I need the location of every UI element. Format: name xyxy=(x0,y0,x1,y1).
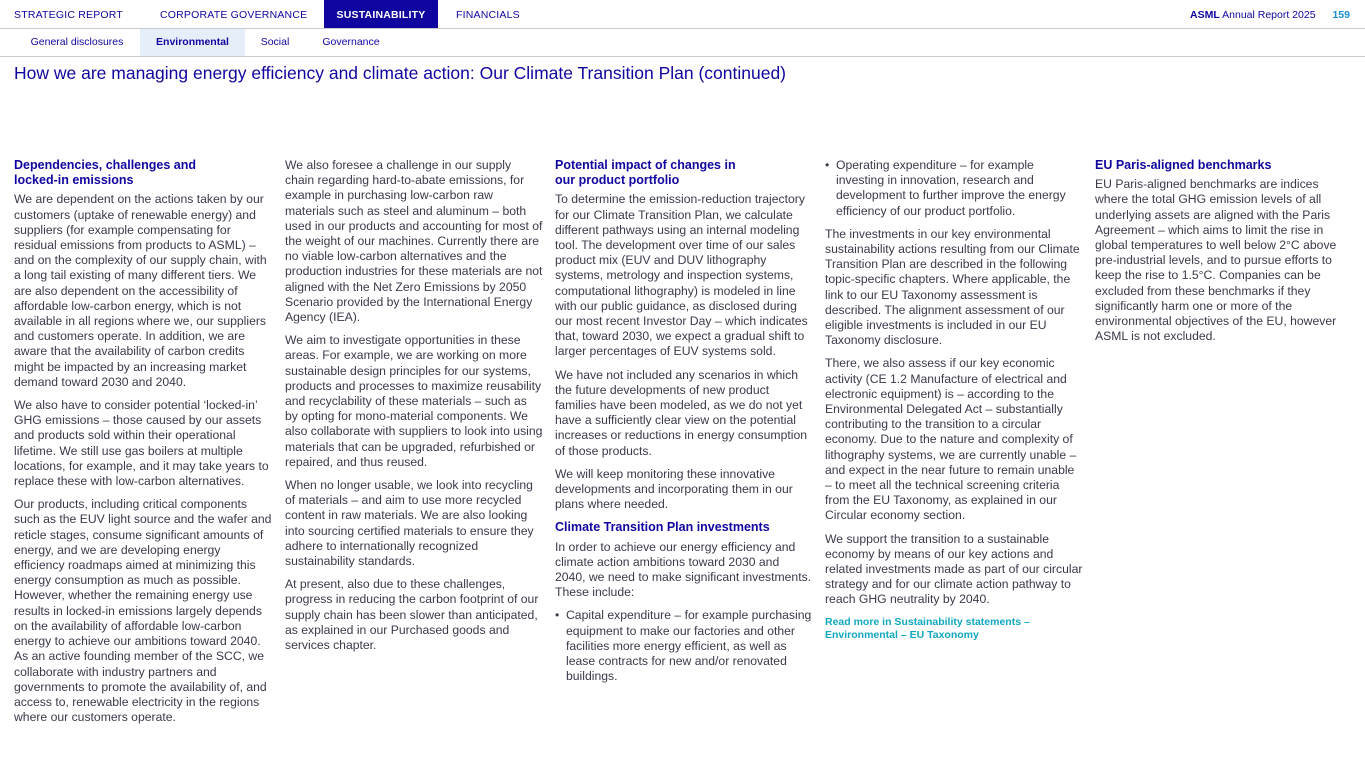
subtab-governance[interactable]: Governance xyxy=(322,36,380,48)
paragraph: To determine the emission-reduction trajectory for our Climate Transition Plan, we calculate different pathways using an internal modeling tool. The development over time of our sales product mix (EUV and DUV lithography systems, metrology and inspection systems, computational lithography) is modeled in line with our public guidance, as disclosed during our most recent Investor Day – which indicates that, toward 2030, we expect a gradual shift to larger percentages of EUV systems sold. xyxy=(555,192,808,359)
subtab-social[interactable]: Social xyxy=(260,36,290,48)
sub-navigation xyxy=(0,29,1365,57)
list-item: • Operating expenditure – for example investing in innovation, research and development to further improve the energy efficiency of our product portfolio. xyxy=(825,158,1083,219)
page-title: How we are managing energy efficiency and climate action: Our Climate Transition Plan (continued) xyxy=(14,63,787,83)
paragraph: Our products, including critical components such as the EUV light source and the wafer and reticle stages, consume significant amounts of energy, and we are developing energy efficiency roadmaps aimed at minimizing this energy consumption as much as possible. However, whether the remaining energy use results in locked-in emissions largely depends on the availability of affordable low-carbon energy to achieve our ambitions toward 2040. As an active founding member of the SCC, we collaborate with industry partners and governments to promote the availability of, and access to, renewable electricity in the regions where our customers operate. xyxy=(14,497,272,725)
paragraph: The investments in our key environmental sustainability actions resulting from our Climate Transition Plan are described in the following topic-specific chapters. Where applicable, the link to our EU Taxonomy assessment is described. The alignment assessment of our eligible investments is included in our EU Taxonomy disclosure. xyxy=(825,226,1080,348)
paragraph: In order to achieve our energy efficiency and climate action ambitions toward 2030 and 2040, we need to make significant investments. These include: xyxy=(555,539,812,600)
column-product-portfolio xyxy=(555,158,813,693)
heading-investments: Climate Transition Plan investments xyxy=(555,520,770,535)
paragraph: When no longer usable, we look into recycling of materials – and aim to use more recycled content in raw materials. We are also looking into sourcing certified materials to ensure they adhere to internationally recognized sustainability standards. xyxy=(285,478,534,569)
paragraph: We will keep monitoring these innovative developments and incorporating them in our plans where needed. xyxy=(555,466,793,512)
paragraph: EU Paris-aligned benchmarks are indices where the total GHG emission levels of all underlying assets are aligned with the Paris Agreement – which aims to limit the rise in global temperatures to well below 2°C above pre-industrial levels, and to pursue efforts to keep the rise to 1.5°C. Companies can be excluded from these benchmarks if they significantly harm one or more of the environmental objectives of the EU, however ASML is not excluded. xyxy=(1095,177,1337,344)
read-more-link[interactable]: Read more in Sustainability statements – Environmental – EU Taxonomy xyxy=(825,615,1030,641)
paragraph: We are dependent on the actions taken by our customers (uptake of renewable energy) and suppliers (for example compensating for residual emissions from products to ASML) – and on the complexity of our supply chain, with a long tail existing of many different tiers. We are also dependent on the accessibility of affordable low-carbon energy, which is not available in all regions where we, our suppliers and customers operate. In addition, we are aware that the availability of carbon credits might be impacted by an increasing market demand toward 2030 and 2040. xyxy=(14,192,267,389)
investment-list xyxy=(825,158,1083,219)
paragraph: We also have to consider potential ‘locked-in’ GHG emissions – those caused by our assets and products sold within their operational lifetime. We still use gas boilers at multiple locations, for example, and it may take years to replace these with low-carbon alternatives. xyxy=(14,398,269,489)
tab-financials[interactable]: FINANCIALS xyxy=(456,9,520,21)
column-paris-benchmarks xyxy=(1095,158,1353,352)
brand-name: ASML xyxy=(1190,9,1220,21)
investment-list xyxy=(555,608,813,684)
paragraph: We have not included any scenarios in which the future developments of new product families have been modeled, as we do not yet have a sufficiently clear view on the potential increases or reductions in energy consumption of those products. xyxy=(555,367,808,458)
column-supply-chain xyxy=(285,158,543,661)
column-investments-continued xyxy=(825,158,1083,642)
tab-corporate-governance[interactable]: CORPORATE GOVERNANCE xyxy=(160,9,308,21)
subtab-environmental[interactable]: Environmental xyxy=(140,29,245,56)
paragraph: There, we also assess if our key economic activity (CE 1.2 Manufacture of electrical and electronic equipment) is – according to the Environmental Delegated Act – substantially contributing to the transition to a circular economy. Due to the nature and complexity of lithography systems, we are currently unable – and expect in the near future to remain unable – to meet all the technical screening criteria from the EU Taxonomy, as explained in our Circular economy section. xyxy=(825,356,1077,523)
top-navigation xyxy=(0,0,1365,29)
paragraph: We aim to investigate opportunities in these areas. For example, we are working on more sustainable design principles for our systems, products and processes to maximize reusability and recyclability of these materials – such as by opting for mono-material components. We also collaborate with suppliers to look into using materials that can be upgraded, refurbished or repaired, and thus reused. xyxy=(285,333,543,469)
heading-dependencies: Dependencies, challenges and locked-in emissions xyxy=(14,158,197,188)
column-dependencies xyxy=(14,158,272,733)
list-item: • Capital expenditure – for example purchasing equipment to make our factories and other facilities more energy efficient, as well as lease contracts for new and/or renovated buildings. xyxy=(555,608,813,684)
paragraph: We support the transition to a sustainable economy by means of our key actions and related investments made as part of our circular strategy and for our climate action pathway to reach GHG neutrality by 2040. xyxy=(825,531,1083,607)
heading-paris-benchmarks: EU Paris-aligned benchmarks xyxy=(1095,158,1272,172)
report-brand xyxy=(1190,0,1350,28)
paragraph: At present, also due to these challenges, progress in reducing the carbon footprint of our supply chain has been slower than anticipated, as explained in our Purchased goods and services chapter. xyxy=(285,577,539,653)
report-name: Annual Report 2025 xyxy=(1222,9,1316,21)
subtab-general-disclosures[interactable]: General disclosures xyxy=(30,36,124,48)
page-number: 159 xyxy=(1332,9,1350,21)
tab-sustainability[interactable]: SUSTAINABILITY xyxy=(324,0,438,28)
tab-strategic-report[interactable]: STRATEGIC REPORT xyxy=(14,9,123,21)
paragraph: We also foresee a challenge in our supply chain regarding hard-to-abate emissions, for example in purchasing low-carbon raw materials such as steel and aluminum – both used in our products and accounting for most of the weight of our machines. Currently there are no viable low-carbon alternatives and the production industries for these materials are not aligned with the Net Zero Emissions by 2050 Scenario provided by the International Energy Agency (IEA). xyxy=(285,158,543,325)
heading-product-portfolio: Potential impact of changes in our product portfolio xyxy=(555,158,736,188)
